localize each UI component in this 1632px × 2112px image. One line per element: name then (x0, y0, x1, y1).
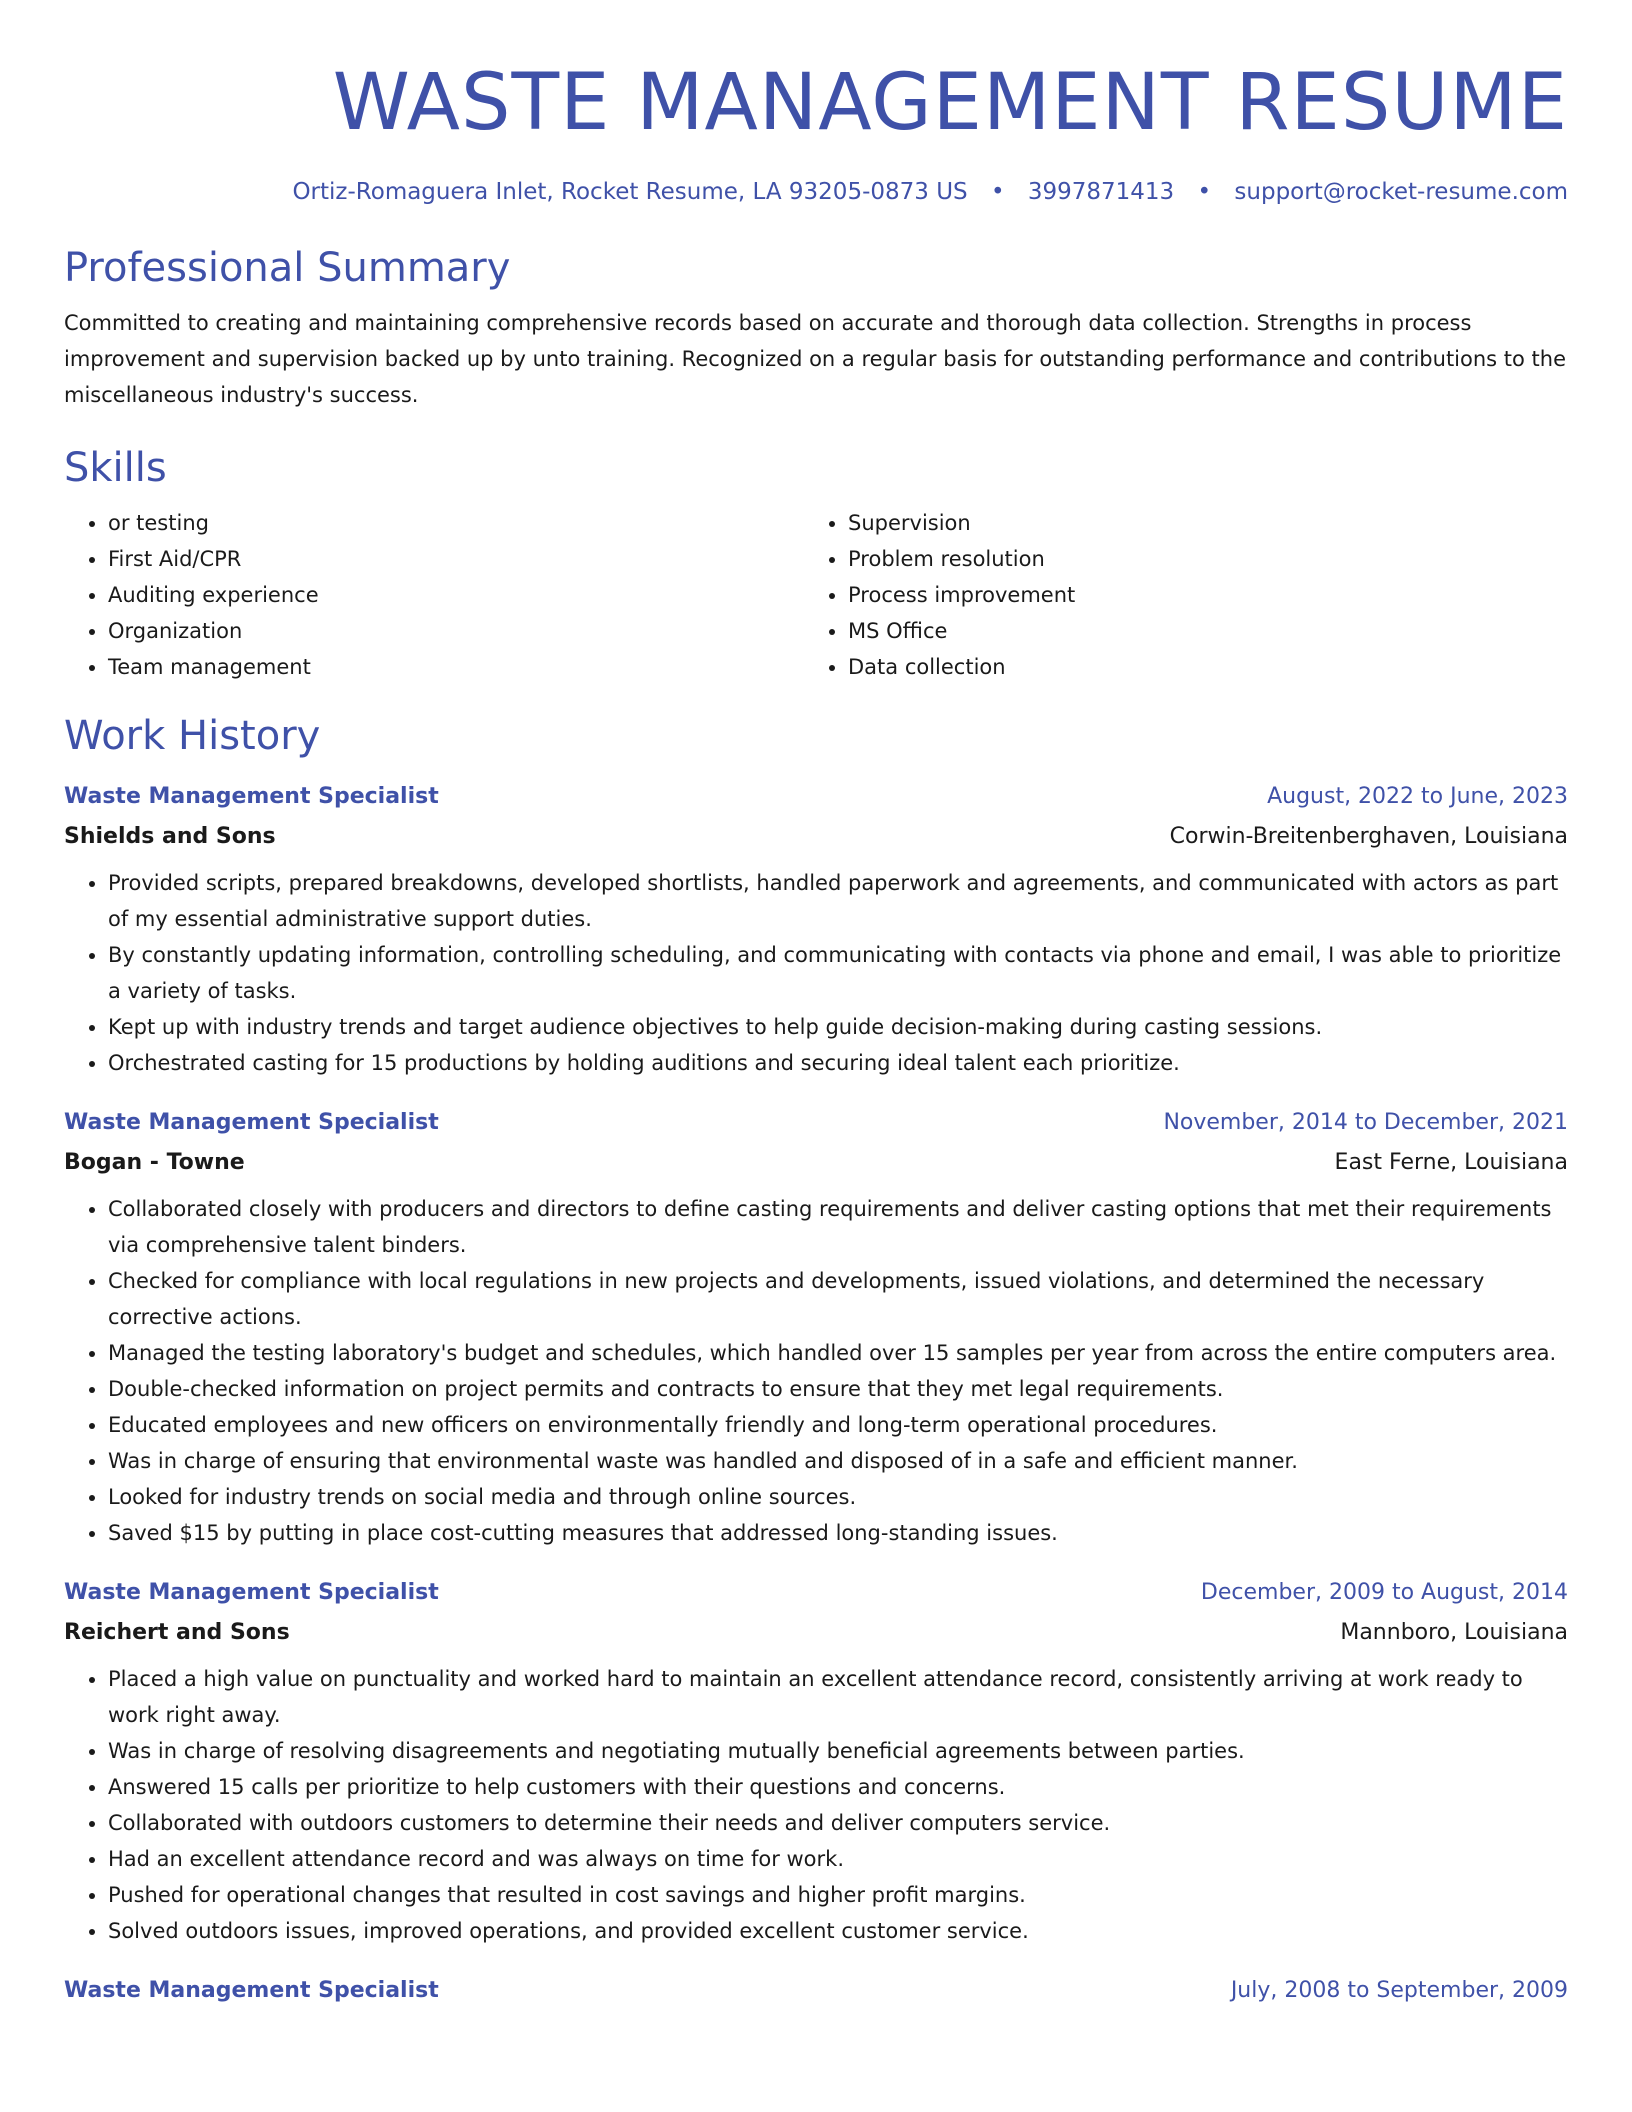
summary-text: Committed to creating and maintaining comprehensive records based on accurate and thorough data collection. Strengths in process improvement and supervision backed up by unto training. Recognized on a regular basis for outstanding performance and contributions to the miscellaneous industry's success. (64, 311, 1567, 407)
job-bullets (64, 1191, 1568, 1551)
job-bullet: • Saved $15 by putting in place cost-cutting measures that addressed long-standing issues. (108, 1515, 1568, 1551)
skill-item: • MS Office (848, 613, 1568, 649)
job-title: Waste Management Specialist (64, 784, 439, 809)
job-dates: December, 2009 to August, 2014 (1200, 1580, 1568, 1605)
job-title: Waste Management Specialist (64, 1978, 439, 2003)
job-header (64, 779, 1568, 815)
job-company: Shields and Sons (64, 824, 276, 849)
work-history-heading: Work History (64, 713, 321, 759)
job-entry (64, 779, 1568, 1081)
job-subheader (64, 1141, 1568, 1181)
job-location: Corwin-Breitenberghaven, Louisiana (1169, 824, 1568, 849)
job-bullet: • Answered 15 calls per prioritize to help customers with their questions and concerns. (108, 1769, 1568, 1805)
skills-grid (64, 505, 1568, 685)
contact-separator: • (990, 179, 1005, 205)
skill-item: • or testing (108, 505, 804, 541)
skills-list-right (804, 505, 1568, 685)
job-dates: November, 2014 to December, 2021 (1163, 1110, 1568, 1135)
job-entry (64, 1973, 1568, 2009)
job-bullet: • Managed the testing laboratory's budget and schedules, which handled over 15 samples per year from across the entire computers area. (108, 1335, 1568, 1371)
job-bullet: • Checked for compliance with local regulations in new projects and developments, issued violations, and determined the necessary corrective actions. (108, 1263, 1568, 1335)
job-bullet: • Was in charge of resolving disagreements and negotiating mutually beneficial agreements between parties. (108, 1733, 1568, 1769)
job-location: East Ferne, Louisiana (1334, 1150, 1568, 1175)
job-bullet: • By constantly updating information, controlling scheduling, and communicating with contacts via phone and email, I was able to prioritize a variety of tasks. (108, 937, 1568, 1009)
skill-item: • Supervision (848, 505, 1568, 541)
job-header (64, 1973, 1568, 2009)
skill-item: • Organization (108, 613, 804, 649)
job-header (64, 1575, 1568, 1611)
job-subheader (64, 815, 1568, 855)
job-title: Waste Management Specialist (64, 1580, 439, 1605)
job-bullet: • Provided scripts, prepared breakdowns, developed shortlists, handled paperwork and agreements, and communicated with actors as part of my essential administrative support duties. (108, 865, 1568, 937)
contact-email: support@rocket-resume.com (1234, 179, 1568, 205)
job-location: Mannboro, Louisiana (1340, 1620, 1568, 1645)
job-bullet: • Kept up with industry trends and target audience objectives to help guide decision-making during casting sessions. (108, 1009, 1568, 1045)
job-entry (64, 1575, 1568, 1949)
job-bullet: • Placed a high value on punctuality and worked hard to maintain an excellent attendance record, consistently arriving at work ready to work right away. (108, 1661, 1568, 1733)
contact-line (64, 175, 1568, 209)
job-bullet: • Had an excellent attendance record and was always on time for work. (108, 1841, 1568, 1877)
contact-address: Ortiz-Romaguera Inlet, Rocket Resume, LA 93205-0873 US (292, 179, 968, 205)
skill-item: • Team management (108, 649, 804, 685)
job-entry (64, 1105, 1568, 1551)
job-bullet: • Was in charge of ensuring that environmental waste was handled and disposed of in a safe and efficient manner. (108, 1443, 1568, 1479)
job-bullet: • Collaborated closely with producers and directors to define casting requirements and deliver casting options that met their requirements via comprehensive talent binders. (108, 1191, 1568, 1263)
job-company: Reichert and Sons (64, 1620, 290, 1645)
contact-separator: • (1197, 179, 1212, 205)
contact-phone: 3997871413 (1027, 179, 1175, 205)
skills-list-left (64, 505, 804, 685)
job-bullet: • Looked for industry trends on social media and through online sources. (108, 1479, 1568, 1515)
skill-item: • Auditing experience (108, 577, 804, 613)
job-title: Waste Management Specialist (64, 1110, 439, 1135)
skill-item: • Data collection (848, 649, 1568, 685)
job-subheader (64, 1611, 1568, 1651)
job-bullets (64, 865, 1568, 1081)
work-history (64, 779, 1568, 2009)
skills-heading: Skills (64, 445, 167, 491)
job-bullet: • Solved outdoors issues, improved operations, and provided excellent customer service. (108, 1913, 1568, 1949)
job-bullet: • Pushed for operational changes that resulted in cost savings and higher profit margins. (108, 1877, 1568, 1913)
skill-item: • Problem resolution (848, 541, 1568, 577)
job-dates: August, 2022 to June, 2023 (1267, 784, 1568, 809)
job-bullet: • Double-checked information on project permits and contracts to ensure that they met legal requirements. (108, 1371, 1568, 1407)
resume-title: WASTE MANAGEMENT RESUME (332, 58, 1568, 148)
job-dates: July, 2008 to September, 2009 (1230, 1978, 1568, 2003)
job-bullet: • Orchestrated casting for 15 productions by holding auditions and securing ideal talent each prioritize. (108, 1045, 1568, 1081)
job-header (64, 1105, 1568, 1141)
summary-heading: Professional Summary (64, 245, 511, 291)
skill-item: • Process improvement (848, 577, 1568, 613)
job-bullet: • Educated employees and new officers on environmentally friendly and long-term operational procedures. (108, 1407, 1568, 1443)
job-bullets (64, 1661, 1568, 1949)
job-company: Bogan - Towne (64, 1150, 245, 1175)
job-bullet: • Collaborated with outdoors customers to determine their needs and deliver computers service. (108, 1805, 1568, 1841)
skill-item: • First Aid/CPR (108, 541, 804, 577)
